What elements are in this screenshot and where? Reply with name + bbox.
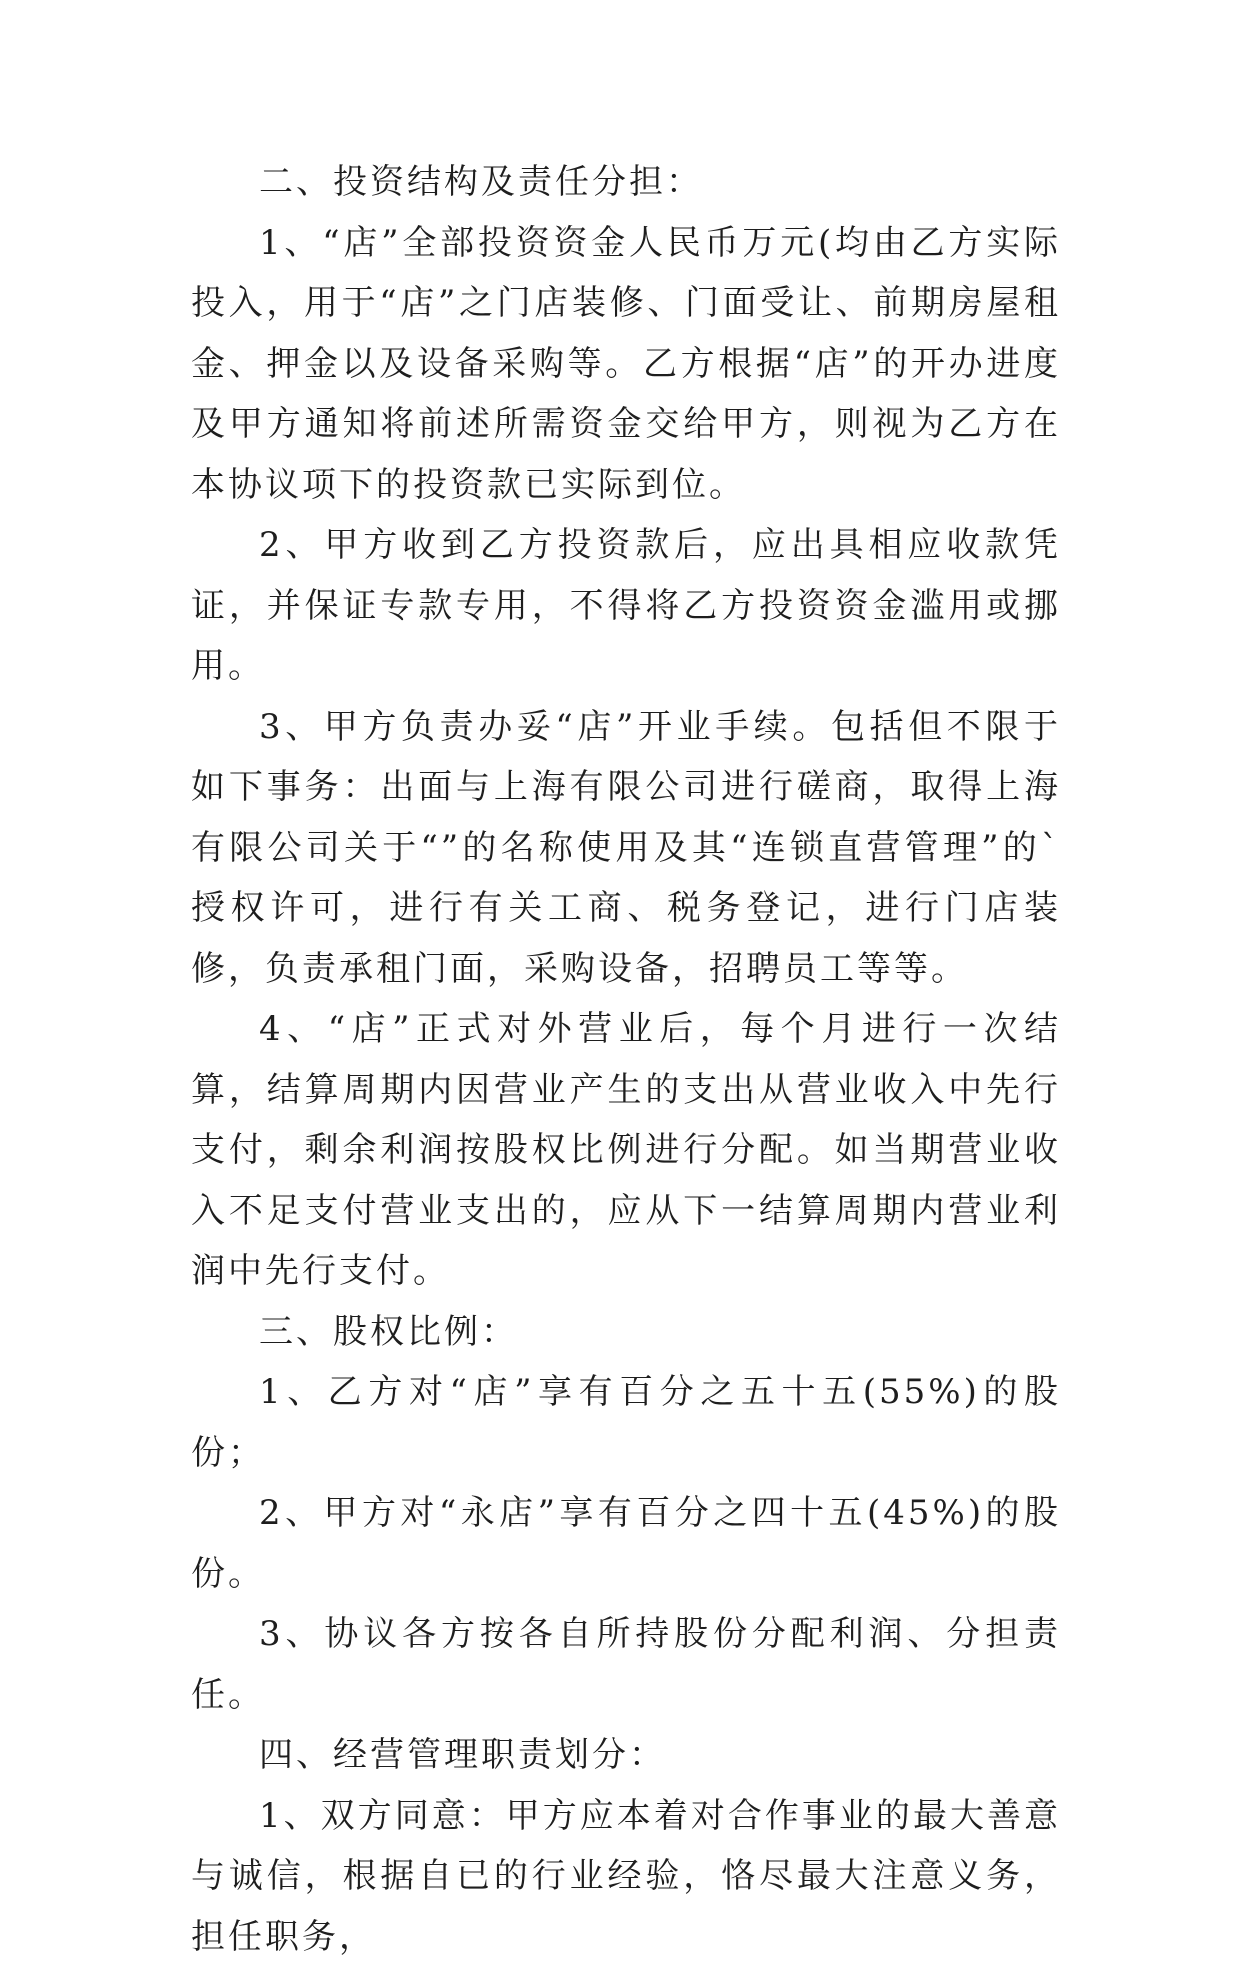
clause-equity-1: 1、乙方对“店”享有百分之五十五(55%)的股份； — [191, 1362, 1061, 1483]
clause-management-1: 1、双方同意：甲方应本着对合作事业的最大善意与诚信，根据自已的行业经验，恪尽最大注意义务，担任职务， — [191, 1786, 1061, 1967]
clause-investment-4: 4、“店”正式对外营业后，每个月进行一次结算，结算周期内因营业产生的支出从营业收入中先行支付，剩余利润按股权比例进行分配。如当期营业收入不足支付营业支出的，应从下一结算周期内营业利润中先行支付。 — [191, 999, 1061, 1302]
clause-equity-2: 2、甲方对“永店”享有百分之四十五(45%)的股份。 — [191, 1483, 1061, 1604]
section-heading-equity: 三、股权比例： — [191, 1302, 1061, 1363]
section-heading-investment: 二、投资结构及责任分担： — [191, 152, 1061, 213]
clause-investment-3: 3、甲方负责办妥“店”开业手续。包括但不限于如下事务：出面与上海有限公司进行磋商，取得上海有限公司关于“”的名称使用及其“连锁直营管理”的`授权许可，进行有关工商、税务登记，进行门店装修，负责承租门面，采购设备，招聘员工等等。 — [191, 697, 1061, 1000]
clause-investment-2: 2、甲方收到乙方投资款后，应出具相应收款凭证，并保证专款专用，不得将乙方投资资金滥用或挪用。 — [191, 515, 1061, 697]
document-body — [191, 152, 1061, 1967]
clause-investment-1: 1、“店”全部投资资金人民币万元(均由乙方实际投入，用于“店”之门店装修、门面受让、前期房屋租金、押金以及设备采购等。乙方根据“店”的开办进度及甲方通知将前述所需资金交给甲方，则视为乙方在本协议项下的投资款已实际到位。 — [191, 213, 1061, 516]
clause-equity-3: 3、协议各方按各自所持股份分配利润、分担责任。 — [191, 1604, 1061, 1725]
section-heading-management: 四、经营管理职责划分： — [191, 1725, 1061, 1786]
